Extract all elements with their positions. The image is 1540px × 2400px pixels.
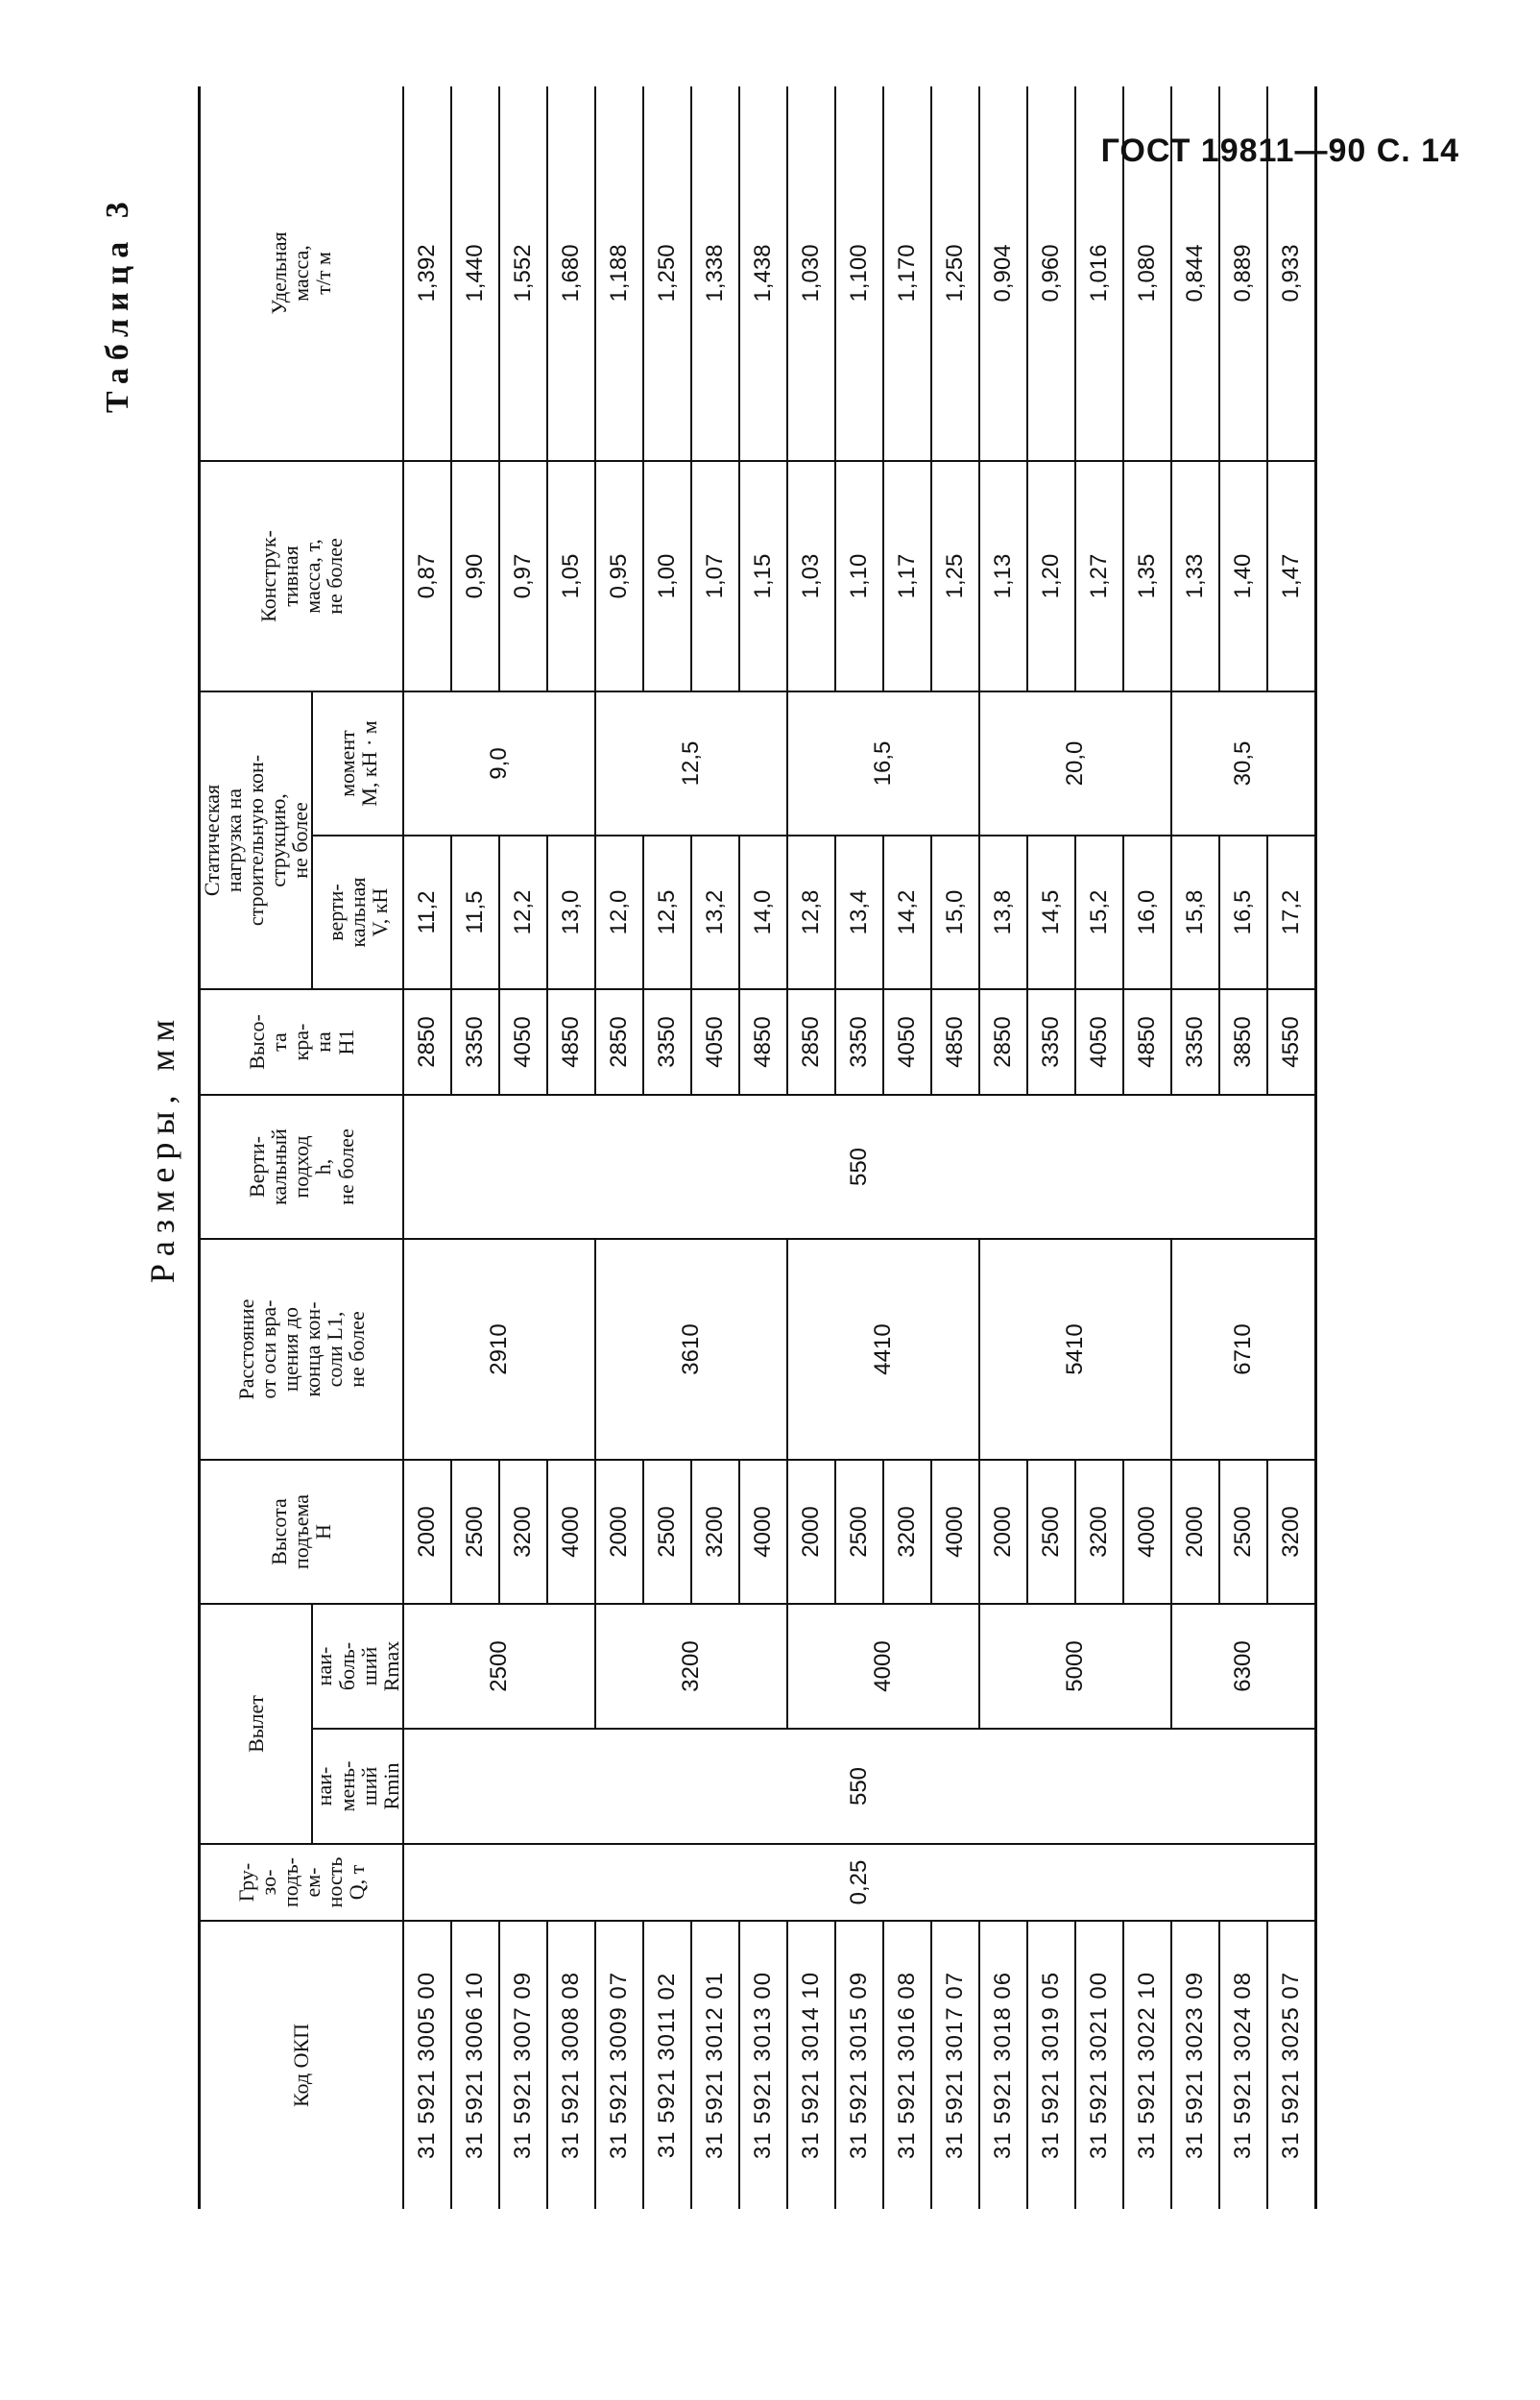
cell-specific-mass: 1,188 <box>595 86 643 461</box>
cell-code: 31 5921 3011 02 <box>643 1921 691 2209</box>
cell-capacity: 0,25 <box>403 1844 1316 1921</box>
cell-lift-height: 3200 <box>499 1460 547 1604</box>
col-specific-mass-header: Удельная масса, т/т м <box>200 86 403 461</box>
cell-vertical-load: 15,8 <box>1171 836 1219 989</box>
cell-mass: 1,40 <box>1219 461 1267 691</box>
cell-mass: 1,15 <box>739 461 787 691</box>
cell-code: 31 5921 3022 10 <box>1123 1921 1171 2209</box>
cell-mass: 0,90 <box>451 461 499 691</box>
cell-crane-height: 4850 <box>931 989 979 1095</box>
cell-code: 31 5921 3009 07 <box>595 1921 643 2209</box>
cell-lift-height: 3200 <box>883 1460 931 1604</box>
cell-crane-height: 2850 <box>979 989 1027 1095</box>
cell-mass: 0,87 <box>403 461 451 691</box>
col-reach-header: Вылет <box>200 1604 313 1844</box>
cell-crane-height: 3350 <box>835 989 883 1095</box>
cell-code: 31 5921 3025 07 <box>1267 1921 1316 2209</box>
cell-crane-height: 3850 <box>1219 989 1267 1095</box>
cell-specific-mass: 0,960 <box>1027 86 1075 461</box>
cell-mass: 1,10 <box>835 461 883 691</box>
cell-mass: 1,33 <box>1171 461 1219 691</box>
cell-specific-mass: 1,016 <box>1075 86 1123 461</box>
cell-specific-mass: 1,250 <box>931 86 979 461</box>
cell-rmax: 5000 <box>979 1604 1171 1729</box>
cell-vertical-load: 11,5 <box>451 836 499 989</box>
cell-crane-height: 2850 <box>403 989 451 1095</box>
cell-code: 31 5921 3005 00 <box>403 1921 451 2209</box>
cell-mass: 1,35 <box>1123 461 1171 691</box>
cell-specific-mass: 1,440 <box>451 86 499 461</box>
cell-crane-height: 4050 <box>499 989 547 1095</box>
col-rmin-header: наи- мень- ший Rmin <box>312 1729 402 1844</box>
cell-vertical-load: 14,2 <box>883 836 931 989</box>
cell-code: 31 5921 3014 10 <box>787 1921 835 2209</box>
cell-specific-mass: 0,904 <box>979 86 1027 461</box>
col-vertical-load-header: верти- кальная V, кН <box>312 836 402 989</box>
col-lift-height-header: Высота подъема H <box>200 1460 403 1604</box>
cell-mass: 1,17 <box>883 461 931 691</box>
cell-specific-mass: 0,889 <box>1219 86 1267 461</box>
col-code-header: Код ОКП <box>200 1921 403 2209</box>
cell-lift-height: 3200 <box>691 1460 739 1604</box>
cell-lift-height: 2500 <box>1027 1460 1075 1604</box>
cell-specific-mass: 1,170 <box>883 86 931 461</box>
col-moment-header: момент M, кН · м <box>312 691 402 836</box>
col-static-load-header: Статическая нагрузка на строительную кон- струкцию, не более <box>200 691 313 989</box>
cell-mass: 1,27 <box>1075 461 1123 691</box>
cell-specific-mass: 1,680 <box>547 86 595 461</box>
cell-crane-height: 4550 <box>1267 989 1316 1095</box>
cell-specific-mass: 1,552 <box>499 86 547 461</box>
cell-lift-height: 3200 <box>1075 1460 1123 1604</box>
cell-vertical-load: 15,0 <box>931 836 979 989</box>
cell-code: 31 5921 3016 08 <box>883 1921 931 2209</box>
cell-vertical-load: 11,2 <box>403 836 451 989</box>
cell-code: 31 5921 3019 05 <box>1027 1921 1075 2209</box>
cell-crane-height: 2850 <box>595 989 643 1095</box>
cell-crane-height: 4850 <box>739 989 787 1095</box>
cell-lift-height: 4000 <box>547 1460 595 1604</box>
cell-mass: 0,95 <box>595 461 643 691</box>
col-rmax-header: наи- боль- ший Rmax <box>312 1604 402 1729</box>
cell-code: 31 5921 3008 08 <box>547 1921 595 2209</box>
cell-lift-height: 2500 <box>643 1460 691 1604</box>
cell-lift-height: 2500 <box>835 1460 883 1604</box>
cell-distance: 2910 <box>403 1239 595 1460</box>
cell-specific-mass: 1,338 <box>691 86 739 461</box>
cell-code: 31 5921 3023 09 <box>1171 1921 1219 2209</box>
col-crane-height-header: Высо- та кра- на H1 <box>200 989 403 1095</box>
cell-vertical-load: 13,0 <box>547 836 595 989</box>
cell-mass: 1,00 <box>643 461 691 691</box>
cell-vertical-load: 12,8 <box>787 836 835 989</box>
cell-code: 31 5921 3013 00 <box>739 1921 787 2209</box>
table-row <box>403 86 451 2209</box>
document-header: ГОСТ 19811—90 С. 14 <box>1100 133 1459 169</box>
cell-mass: 1,13 <box>979 461 1027 691</box>
cell-vertical-load: 13,8 <box>979 836 1027 989</box>
dimensions-table <box>198 86 1317 2209</box>
cell-specific-mass: 1,392 <box>403 86 451 461</box>
cell-crane-height: 4850 <box>1123 989 1171 1095</box>
cell-code: 31 5921 3006 10 <box>451 1921 499 2209</box>
cell-moment: 16,5 <box>787 691 979 836</box>
cell-lift-height: 2000 <box>1171 1460 1219 1604</box>
cell-code: 31 5921 3012 01 <box>691 1921 739 2209</box>
cell-distance: 4410 <box>787 1239 979 1460</box>
cell-rmax: 6300 <box>1171 1604 1316 1729</box>
cell-crane-height: 2850 <box>787 989 835 1095</box>
cell-distance: 5410 <box>979 1239 1171 1460</box>
cell-code: 31 5921 3024 08 <box>1219 1921 1267 2209</box>
cell-distance: 3610 <box>595 1239 787 1460</box>
cell-moment: 30,5 <box>1171 691 1316 836</box>
cell-crane-height: 3350 <box>1027 989 1075 1095</box>
cell-lift-height: 2000 <box>979 1460 1027 1604</box>
cell-rmax: 3200 <box>595 1604 787 1729</box>
cell-vertical-load: 15,2 <box>1075 836 1123 989</box>
col-mass-header: Конструк- тивная масса, т, не более <box>200 461 403 691</box>
cell-vertical-load: 12,5 <box>643 836 691 989</box>
cell-specific-mass: 1,250 <box>643 86 691 461</box>
cell-crane-height: 4050 <box>691 989 739 1095</box>
col-vertical-approach-header: Верти- кальный подход h, не более <box>200 1095 403 1239</box>
cell-mass: 0,97 <box>499 461 547 691</box>
cell-vertical-approach: 550 <box>403 1095 1316 1239</box>
cell-specific-mass: 0,844 <box>1171 86 1219 461</box>
cell-lift-height: 4000 <box>739 1460 787 1604</box>
cell-specific-mass: 1,030 <box>787 86 835 461</box>
cell-specific-mass: 1,100 <box>835 86 883 461</box>
cell-rmin: 550 <box>403 1729 1316 1844</box>
cell-crane-height: 3350 <box>451 989 499 1095</box>
table-number: Таблица 3 <box>100 194 135 413</box>
cell-moment: 12,5 <box>595 691 787 836</box>
cell-code: 31 5921 3007 09 <box>499 1921 547 2209</box>
cell-lift-height: 2000 <box>403 1460 451 1604</box>
cell-crane-height: 4050 <box>1075 989 1123 1095</box>
cell-specific-mass: 1,438 <box>739 86 787 461</box>
cell-code: 31 5921 3015 09 <box>835 1921 883 2209</box>
cell-moment: 20,0 <box>979 691 1171 836</box>
cell-lift-height: 2000 <box>595 1460 643 1604</box>
cell-moment: 9,0 <box>403 691 595 836</box>
cell-vertical-load: 17,2 <box>1267 836 1316 989</box>
cell-vertical-load: 12,0 <box>595 836 643 989</box>
cell-lift-height: 2000 <box>787 1460 835 1604</box>
col-capacity-header: Гру- зо- подъ- ем- ность Q, т <box>200 1844 403 1921</box>
cell-specific-mass: 0,933 <box>1267 86 1316 461</box>
cell-vertical-load: 14,0 <box>739 836 787 989</box>
col-distance-header: Расстояние от оси вра- щения до конца кон- соли L1, не более <box>200 1239 403 1460</box>
cell-crane-height: 3350 <box>1171 989 1219 1095</box>
cell-mass: 1,05 <box>547 461 595 691</box>
cell-distance: 6710 <box>1171 1239 1316 1460</box>
cell-rmax: 4000 <box>787 1604 979 1729</box>
cell-vertical-load: 13,2 <box>691 836 739 989</box>
cell-code: 31 5921 3018 06 <box>979 1921 1027 2209</box>
cell-crane-height: 4050 <box>883 989 931 1095</box>
table-caption: Размеры, мм <box>143 1011 181 1284</box>
cell-lift-height: 3200 <box>1267 1460 1316 1604</box>
cell-crane-height: 3350 <box>643 989 691 1095</box>
cell-code: 31 5921 3017 07 <box>931 1921 979 2209</box>
cell-vertical-load: 16,0 <box>1123 836 1171 989</box>
rotated-table-area <box>92 86 1431 2209</box>
cell-mass: 1,47 <box>1267 461 1316 691</box>
cell-rmax: 2500 <box>403 1604 595 1729</box>
cell-specific-mass: 1,080 <box>1123 86 1171 461</box>
cell-vertical-load: 12,2 <box>499 836 547 989</box>
cell-vertical-load: 14,5 <box>1027 836 1075 989</box>
cell-vertical-load: 16,5 <box>1219 836 1267 989</box>
cell-mass: 1,20 <box>1027 461 1075 691</box>
cell-vertical-load: 13,4 <box>835 836 883 989</box>
cell-lift-height: 4000 <box>1123 1460 1171 1604</box>
cell-mass: 1,03 <box>787 461 835 691</box>
cell-mass: 1,25 <box>931 461 979 691</box>
cell-code: 31 5921 3021 00 <box>1075 1921 1123 2209</box>
cell-lift-height: 2500 <box>1219 1460 1267 1604</box>
cell-mass: 1,07 <box>691 461 739 691</box>
cell-crane-height: 4850 <box>547 989 595 1095</box>
cell-lift-height: 4000 <box>931 1460 979 1604</box>
cell-lift-height: 2500 <box>451 1460 499 1604</box>
